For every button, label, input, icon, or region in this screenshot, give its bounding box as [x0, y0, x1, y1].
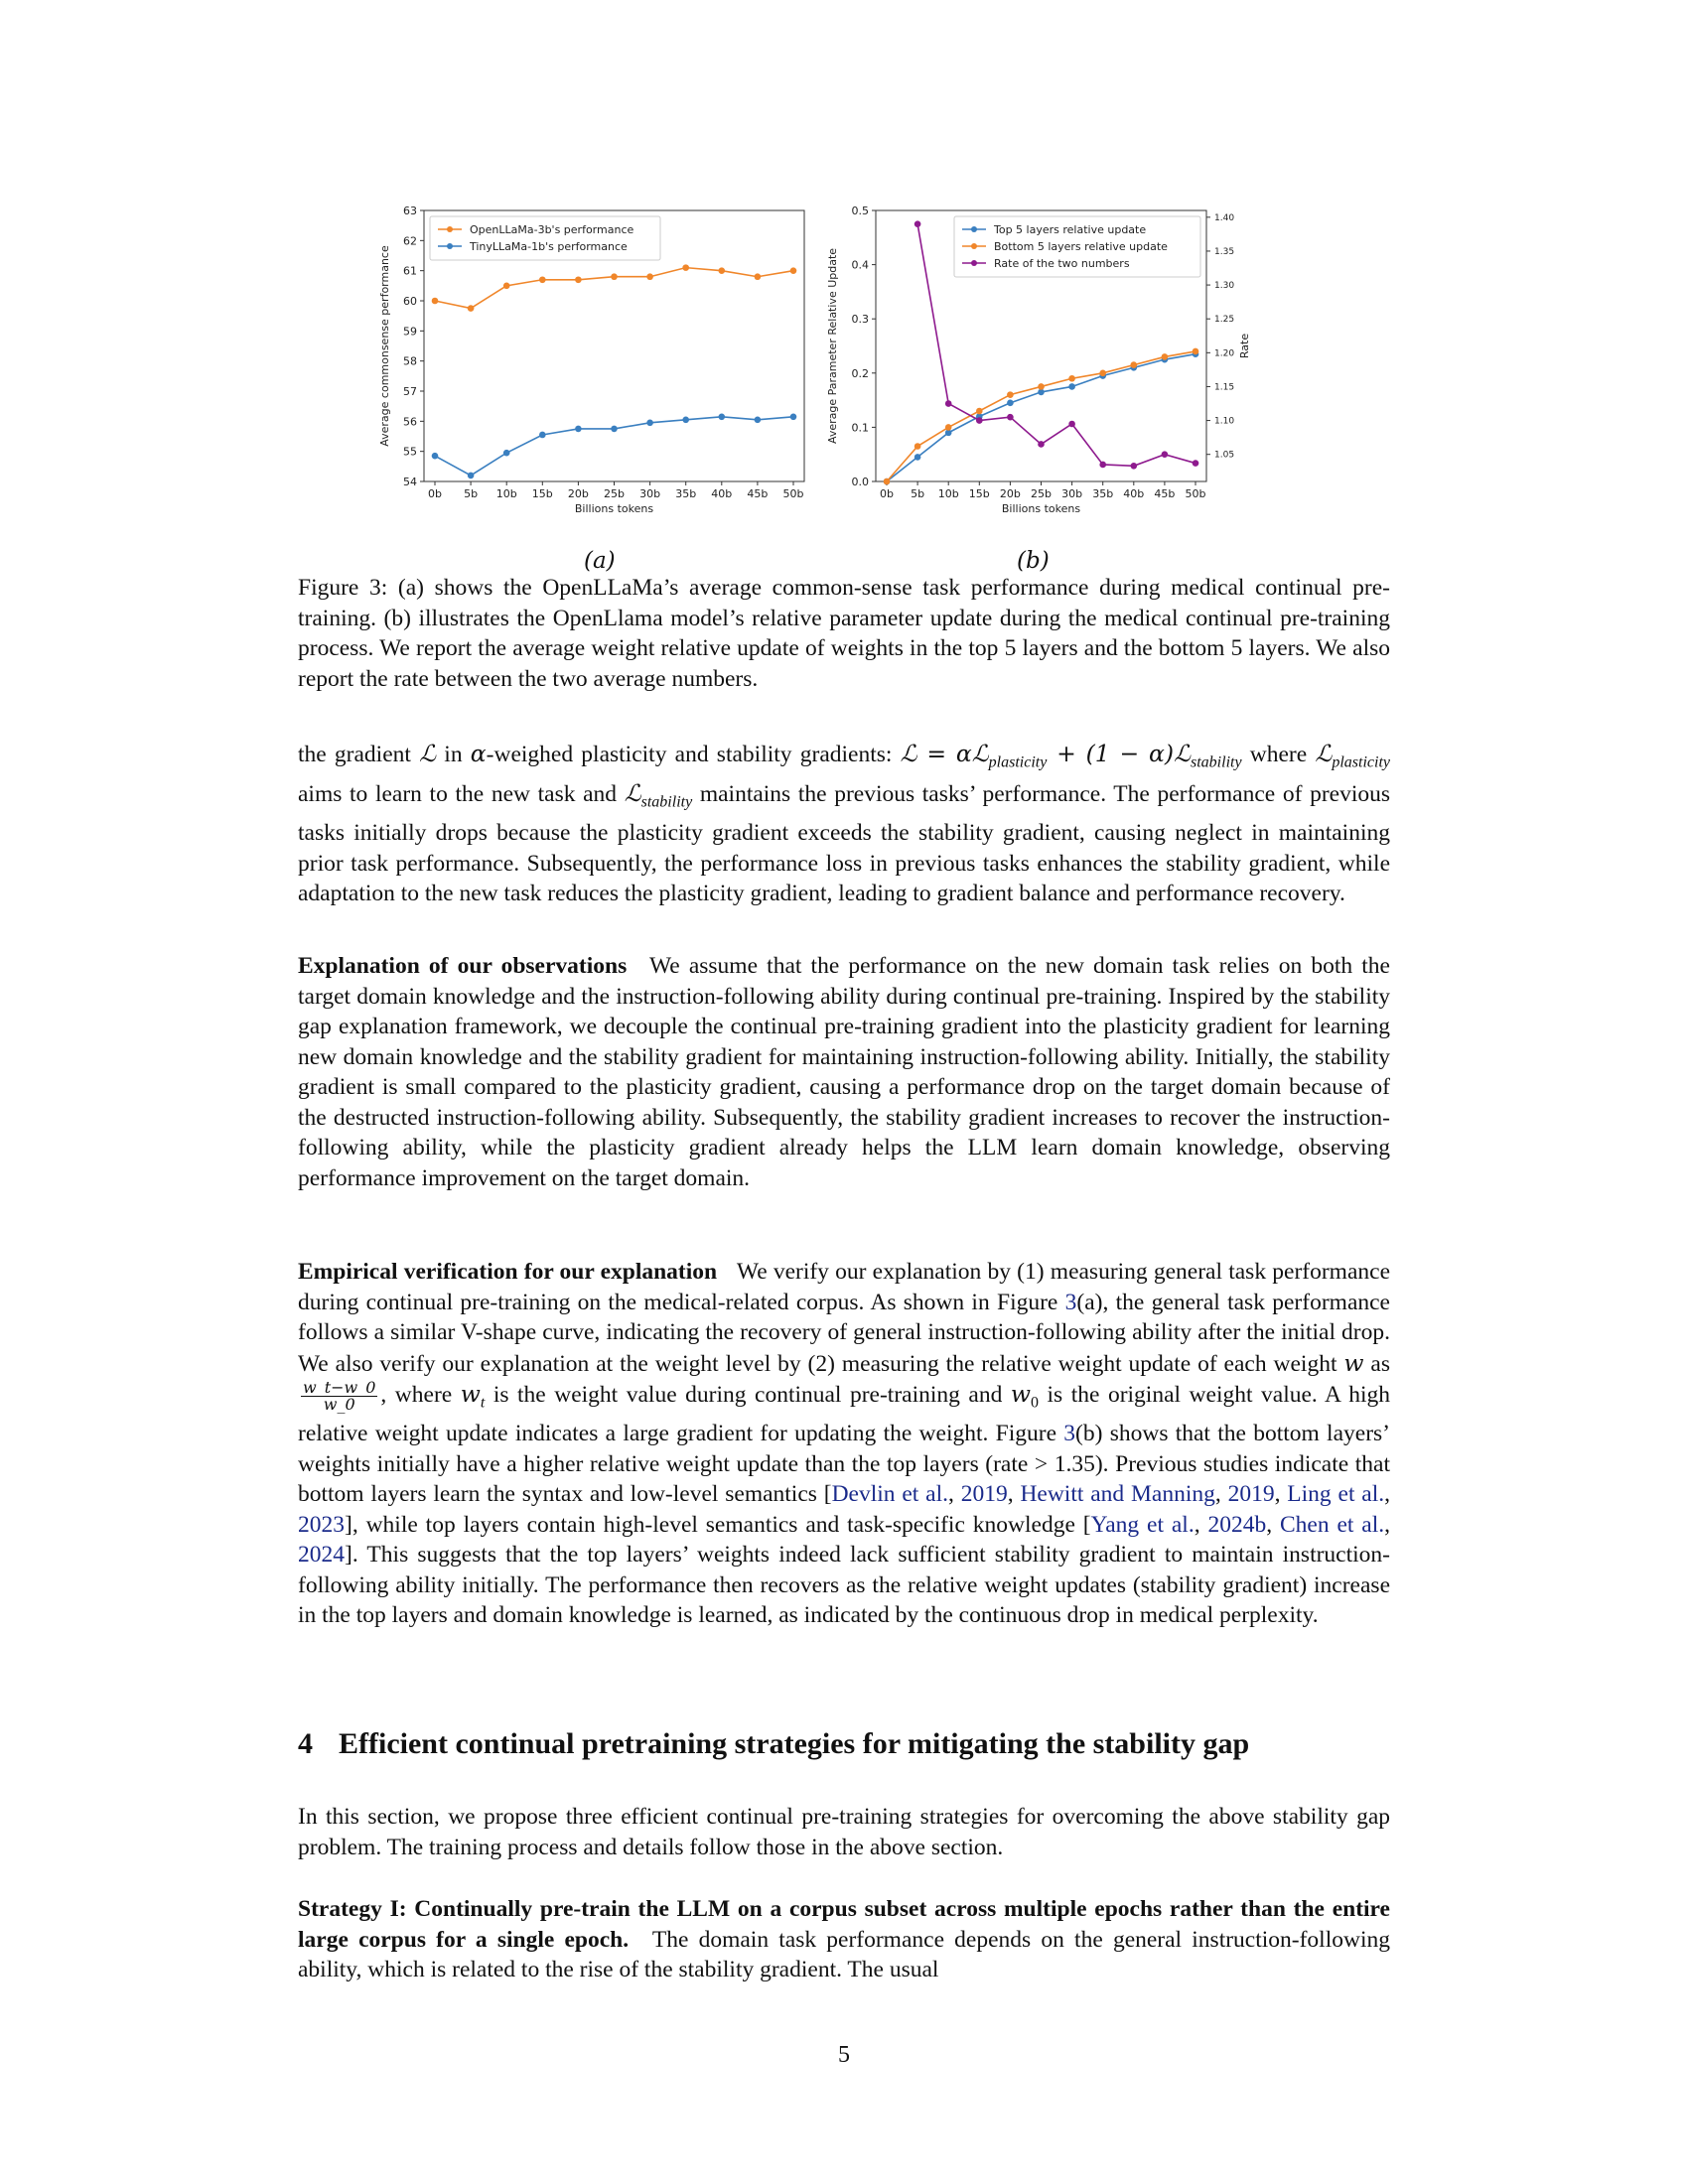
citation-link[interactable]: Hewitt and Manning	[1020, 1481, 1215, 1508]
y2-tick-label: 1.25	[1214, 315, 1235, 326]
y2-axis-label: Rate	[1238, 333, 1251, 359]
paragraph-empirical: Empirical verification for our explanation We verify our explanation by (1) measuring general task performance during continual pre-training on the medical-related corpus. As shown in Figure 3(a), the general task performance follows a similar V-shape curve, indicating the recovery of general instruction-following ability after the initial drop. We also verify our explanation at the weight level by (2) measuring the relative weight update of each weight w as $\frac{w\_t-w\_0}{w\_0}$ , where $w_t$ is the weight value during continual pre-training and $w_0$ is the original weight value. A high relative weight update indicates a large gradient for updating the weight. Figure 3(b) shows that the bottom layers’ weights initially have a higher relative weight update than the top layers (rate > 1.35). Previous studies indicate that bottom layers learn the syntax and low-level semantics [Devlin et al., 2019, Hewitt and Manning, 2019, Ling et al., 2023], while top layers contain high-level semantics and task-specific knowledge [Yang et al., 2024b, Chen et al., 2024]. This suggests that the top layers’ weights indeed lack sufficient stability gradient to maintain instruction-following ability initially. The performance then recovers as the relative weight updates (stability gradient) increase in the top layers and domain knowledge is learned, as indicated by the continuous drop in medical perplexity.	[298, 1259, 1391, 1629]
series-line	[887, 354, 1196, 481]
figure-3	[372, 197, 1266, 574]
data-point	[539, 432, 546, 439]
figure-ref-link[interactable]: 3	[1064, 1289, 1077, 1315]
x-tick-label: 50b	[1185, 487, 1206, 500]
data-point	[790, 413, 797, 420]
legend-label: Rate of the two numbers	[994, 257, 1130, 270]
data-point	[1068, 375, 1075, 382]
y2-tick-label: 1.15	[1214, 382, 1235, 393]
x-tick-label: 5b	[464, 487, 479, 500]
data-point	[755, 417, 762, 424]
data-point	[1068, 421, 1075, 428]
data-point	[575, 276, 582, 283]
data-point	[682, 417, 689, 424]
subfigure-label-a: (a)	[584, 548, 616, 574]
citation-link[interactable]: Ling et al.	[1287, 1481, 1385, 1508]
y-tick-label: 58	[403, 354, 417, 368]
data-point	[884, 478, 891, 485]
data-point	[914, 220, 921, 227]
citation-link[interactable]: 2019	[1227, 1481, 1275, 1508]
data-point	[976, 408, 983, 415]
y-tick-label: 57	[403, 385, 417, 398]
x-tick-label: 35b	[1092, 487, 1114, 500]
data-point	[611, 426, 618, 433]
data-point	[611, 273, 618, 280]
data-point	[1007, 414, 1014, 421]
x-tick-label: 10b	[495, 487, 517, 500]
citation-link[interactable]: Yang et al.	[1090, 1511, 1195, 1538]
x-tick-label: 20b	[567, 487, 589, 500]
citation-link[interactable]: Chen et al.	[1279, 1511, 1385, 1538]
x-tick-label: 25b	[604, 487, 625, 500]
paragraph-gradient: the gradient ℒ in α-weighed plasticity and stability gradients: ℒ = αℒ$_{plasticity}$ + (1 − α)ℒ$_{stability}$ where ℒ$_{plasticity}$ aims to learn to the new task and ℒ$_{stability}$ maintains the previous tasks’ performance. The performance of previous tasks initially drops because the plasticity gradient exceeds the stability gradient, causing neglect in maintaining prior task performance. Subsequently, the performance loss in previous tasks enhances the stability gradient, while adaptation to the new task reduces the plasticity gradient, leading to gradient balance and performance recovery.	[298, 740, 1390, 907]
relative-update-fraction: $\frac{w\_t-w\_0}{w\_0}$	[303, 1378, 376, 1415]
figure-3-charts	[372, 197, 1266, 574]
x-tick-label: 30b	[639, 487, 661, 500]
section-title: Efficient continual pretraining strategies for mitigating the stability gap	[339, 1727, 1250, 1760]
section-number: 4	[298, 1727, 313, 1760]
paragraph-strategy-1: Strategy I: Continually pre-train the LLM on a corpus subset across multiple epochs rather than the entire large corpus for a single epoch. The domain task performance depends on the general instruction-following ability, which is related to the rise of the stability gradient. The usual	[298, 1896, 1390, 1982]
data-point	[1068, 383, 1075, 390]
y2-tick-label: 1.20	[1214, 348, 1235, 359]
y2-tick-label: 1.40	[1214, 212, 1235, 223]
y-tick-label: 56	[403, 415, 417, 429]
data-point	[1193, 460, 1199, 467]
data-point	[646, 420, 653, 427]
x-tick-label: 45b	[747, 487, 769, 500]
x-tick-label: 50b	[782, 487, 804, 500]
data-point	[1007, 400, 1014, 407]
paragraph-heading: Explanation of our observations	[298, 953, 628, 979]
data-point	[432, 453, 439, 460]
legend-marker	[447, 243, 453, 249]
paragraph-explanation: Explanation of our observations We assume that the performance on the new domain task relies on both the target domain knowledge and the instruction-following ability during continual pre-training. Inspired by the stability gap explanation framework, we decouple the continual pre-training gradient into the plasticity gradient for learning new domain knowledge and the stability gradient for maintaining instruction-following ability. Initially, the stability gradient is small compared to the plasticity gradient, causing a performance drop on the target domain because of the destructed instruction-following ability. Subsequently, the stability gradient increases to recover the instruction-following ability, while the plasticity gradient already helps the LLM learn domain knowledge, observing performance improvement on the target domain.	[298, 953, 1390, 1191]
data-point	[914, 443, 921, 450]
data-point	[1131, 361, 1138, 368]
data-point	[682, 264, 689, 271]
data-point	[945, 400, 952, 407]
citation-link[interactable]: Devlin et al.	[831, 1481, 948, 1508]
section-heading	[298, 1727, 1249, 1761]
x-tick-label: 0b	[428, 487, 442, 500]
legend-label: TinyLLaMa-1b's performance	[470, 240, 628, 253]
data-point	[719, 267, 726, 274]
x-tick-label: 30b	[1061, 487, 1083, 500]
page-number: 5	[838, 2042, 850, 2068]
x-tick-label: 45b	[1154, 487, 1176, 500]
y-tick-label: 0.2	[851, 366, 869, 380]
x-tick-label: 15b	[968, 487, 990, 500]
legend-label: Bottom 5 layers relative update	[994, 240, 1168, 253]
paragraph-heading: Strategy I: Continually pre-train the LLM on a corpus subset across multiple epochs rather than the entire large corpus for a single epoch.	[298, 1896, 1390, 1953]
y-tick-label: 62	[403, 234, 417, 248]
data-point	[1162, 353, 1169, 360]
y-tick-label: 61	[403, 264, 417, 278]
y2-tick-label: 1.30	[1214, 281, 1235, 292]
data-point	[914, 454, 921, 461]
y-tick-label: 0.3	[851, 313, 869, 327]
legend-marker	[971, 226, 977, 232]
y-tick-label: 0.0	[851, 476, 869, 488]
y-axis-label: Average commonsense performance	[378, 245, 391, 447]
y-tick-label: 54	[403, 476, 417, 488]
legend-label: OpenLLaMa-3b's performance	[470, 223, 634, 236]
y-tick-label: 63	[403, 205, 417, 217]
y-tick-label: 59	[403, 325, 417, 339]
data-point	[1193, 348, 1199, 355]
data-point	[1162, 451, 1169, 458]
data-point	[503, 283, 510, 290]
subfigure-label-b: (b)	[1017, 548, 1050, 574]
y-tick-label: 0.1	[851, 421, 869, 435]
legend-marker	[971, 243, 977, 249]
y-tick-label: 0.4	[851, 258, 869, 272]
y2-tick-label: 1.05	[1214, 450, 1235, 461]
y-tick-label: 0.5	[851, 205, 869, 217]
data-point	[1007, 391, 1014, 398]
data-point	[432, 298, 439, 305]
figure-caption: Figure 3: (a) shows the OpenLLaMa’s average common-sense task performance during medical continual pre-training. (b) illustrates the OpenLlama model’s relative parameter update during the medical continual pre-training process. We report the average weight relative update of weights in the top 5 layers and the bottom 5 layers. We also report the rate between the two average numbers.	[298, 575, 1390, 692]
data-point	[539, 276, 546, 283]
y2-tick-label: 1.35	[1214, 246, 1235, 257]
citation-link[interactable]: 2024b	[1207, 1511, 1267, 1538]
citation-link[interactable]: 2019	[960, 1481, 1008, 1508]
y-tick-label: 60	[403, 295, 417, 308]
x-tick-label: 10b	[937, 487, 959, 500]
data-point	[719, 413, 726, 420]
data-point	[575, 426, 582, 433]
data-point	[1099, 370, 1106, 377]
series-line	[887, 351, 1196, 481]
x-tick-label: 0b	[880, 487, 894, 500]
data-point	[790, 267, 797, 274]
y2-tick-label: 1.10	[1214, 416, 1235, 427]
x-tick-label: 15b	[531, 487, 553, 500]
data-point	[468, 473, 475, 479]
x-tick-label: 35b	[675, 487, 697, 500]
y-axis-label: Average Parameter Relative Update	[826, 247, 839, 445]
paragraph-section-intro: In this section, we propose three efficient continual pre-training strategies for overcoming the above stability gap problem. The training process and details follow those in the above section.	[298, 1804, 1390, 1860]
x-tick-label: 40b	[711, 487, 733, 500]
figure-ref-link[interactable]: 3	[1063, 1421, 1076, 1447]
x-axis-label: Billions tokens	[1001, 502, 1081, 515]
y-tick-label: 55	[403, 445, 417, 459]
data-point	[1131, 463, 1138, 470]
citation-link[interactable]: 2024	[298, 1542, 345, 1569]
citation-link[interactable]: 2023	[298, 1511, 345, 1538]
x-tick-label: 40b	[1123, 487, 1145, 500]
legend-marker	[447, 226, 453, 232]
data-point	[646, 273, 653, 280]
x-tick-label: 20b	[999, 487, 1021, 500]
legend-label: Top 5 layers relative update	[994, 223, 1147, 236]
data-point	[945, 424, 952, 431]
legend-marker	[971, 260, 977, 266]
data-point	[503, 450, 510, 457]
data-point	[755, 273, 762, 280]
x-tick-label: 5b	[911, 487, 925, 500]
data-point	[976, 417, 983, 424]
x-axis-label: Billions tokens	[574, 502, 654, 515]
data-point	[1099, 462, 1106, 469]
data-point	[1038, 441, 1045, 448]
data-point	[468, 305, 475, 312]
x-tick-label: 25b	[1031, 487, 1052, 500]
paragraph-heading: Empirical verification for our explanation	[298, 1259, 718, 1285]
data-point	[1038, 383, 1045, 390]
